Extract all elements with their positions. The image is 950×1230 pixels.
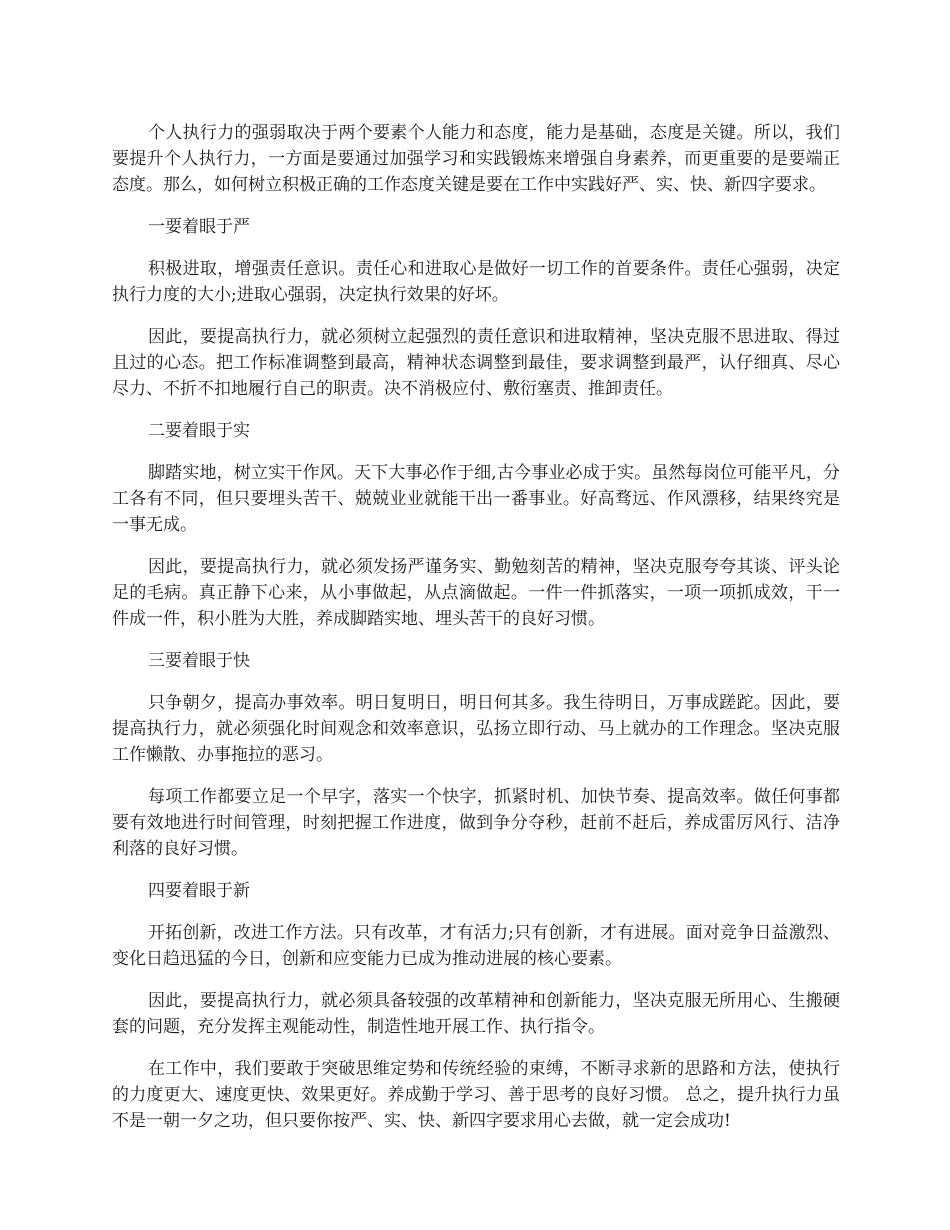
closing-paragraph: 在工作中，我们要敢于突破思维定势和传统经验的束缚，不断寻求新的思路和方法，使执行的力度更大、速度更快、效果更好。养成勤于学习、善于思考的良好习惯。 总之，提升执行力虽不是一朝一夕之功，但只要你按严、实、快、新四字要求用心去做，就一定会成功! bbox=[112, 1059, 840, 1131]
paragraph: 只争朝夕，提高办事效率。明日复明日，明日何其多。我生待明日，万事成蹉跎。因此，要提高执行力，就必须强化时间观念和效率意识，弘扬立即行动、马上就办的工作理念。坚决克服工作懒散、办事拖拉的恶习。 bbox=[112, 693, 840, 765]
section-heading-new: 四要着眼于新 bbox=[148, 881, 250, 901]
intro-paragraph: 个人执行力的强弱取决于两个要素个人能力和态度，能力是基础，态度是关键。所以，我们要提升个人执行力，一方面是要通过加强学习和实践锻炼来增强自身素养，而更重要的是要端正态度。那么，如何树立积极正确的工作态度关键是要在工作中实践好严、实、快、新四字要求。 bbox=[112, 123, 840, 195]
paragraph: 开拓创新，改进工作方法。只有改革，才有活力;只有创新，才有进展。面对竞争日益激烈、变化日趋迅猛的今日，创新和应变能力已成为推动进展的核心要素。 bbox=[112, 923, 840, 969]
paragraph: 因此，要提高执行力，就必须树立起强烈的责任意识和进取精神，坚决克服不思进取、得过且过的心态。把工作标准调整到最高，精神状态调整到最佳，要求调整到最严，认仔细真、尽心尽力、不折不扣地履行自己的职责。决不消极应付、敷衍塞责、推卸责任。 bbox=[112, 327, 840, 399]
section-heading-fast: 三要着眼于快 bbox=[148, 651, 250, 671]
paragraph: 每项工作都要立足一个早字，落实一个快字，抓紧时机、加快节奏、提高效率。做任何事都要有效地进行时间管理，时刻把握工作进度，做到争分夺秒，赶前不赶后，养成雷厉风行、洁净利落的良好习惯。 bbox=[112, 787, 840, 859]
section-heading-strict: 一要着眼于严 bbox=[148, 217, 250, 237]
section-heading-practical: 二要着眼于实 bbox=[148, 421, 250, 441]
paragraph: 因此，要提高执行力，就必须发扬严谨务实、勤勉刻苦的精神，坚决克服夸夸其谈、评头论足的毛病。真正静下心来，从小事做起，从点滴做起。一件一件抓落实，一项一项抓成效，干一件成一件，积小胜为大胜，养成脚踏实地、埋头苦干的良好习惯。 bbox=[112, 557, 840, 629]
paragraph: 积极进取，增强责任意识。责任心和进取心是做好一切工作的首要条件。责任心强弱，决定执行力度的大小;进取心强弱，决定执行效果的好坏。 bbox=[112, 259, 840, 305]
document-body bbox=[112, 120, 840, 1150]
paragraph: 因此，要提高执行力，就必须具备较强的改革精神和创新能力，坚决克服无所用心、生搬硬套的问题，充分发挥主观能动性，制造性地开展工作、执行指令。 bbox=[112, 991, 840, 1037]
paragraph: 脚踏实地，树立实干作风。天下大事必作于细,古今事业必成于实。虽然每岗位可能平凡，分工各有不同，但只要埋头苦干、兢兢业业就能干出一番事业。好高骛远、作风漂移，结果终究是一事无成。 bbox=[112, 463, 840, 535]
